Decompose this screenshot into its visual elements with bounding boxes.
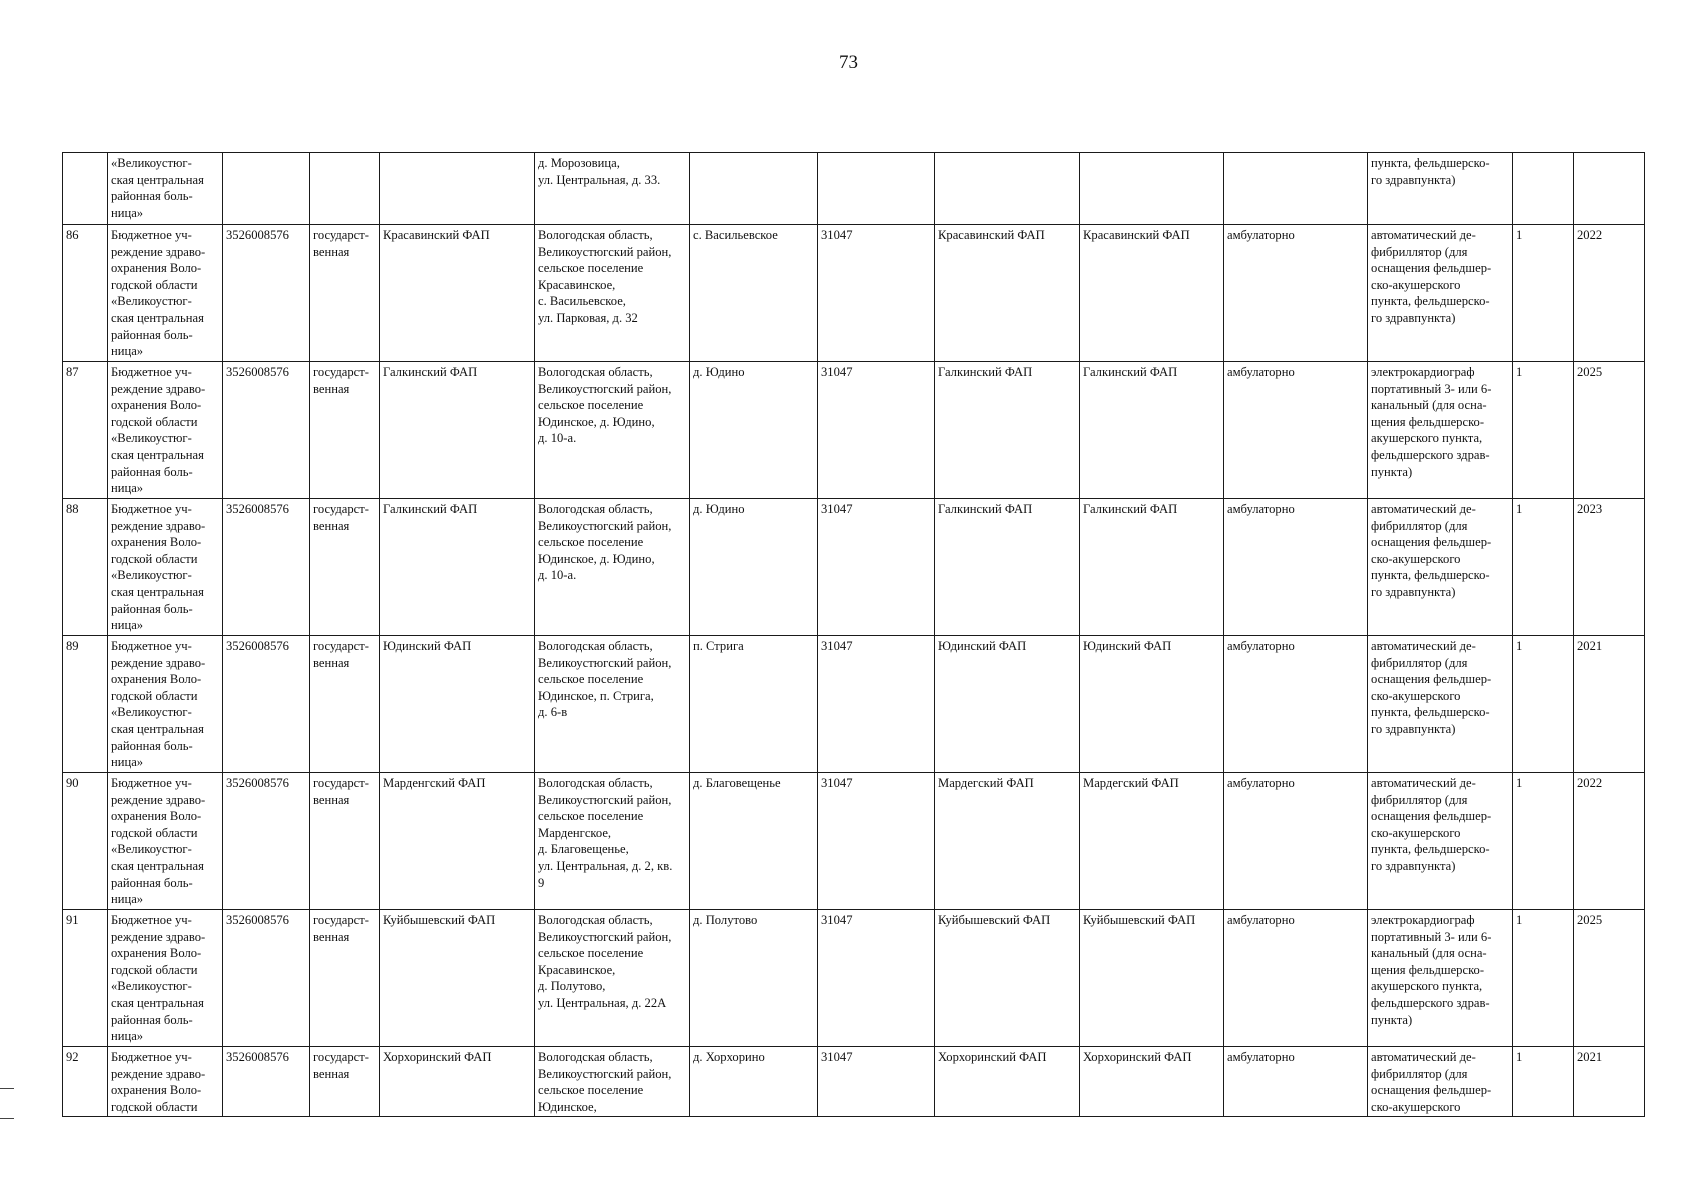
cell-equipment: автоматический де- фибриллятор (для оснащения фельдшер- ско-акушерского пункта, фельдшерско- го здравпункта) — [1368, 499, 1513, 636]
cell-mode: амбулаторно — [1224, 362, 1368, 499]
cell-equipment: электрокардиограф портативный 3- или 6- канальный (для осна- щения фельдшерско- акушерского пункта, фельдшерского здрав- пункта) — [1368, 910, 1513, 1047]
cell-mode: амбулаторно — [1224, 1047, 1368, 1117]
cell-num: 91 — [63, 910, 108, 1047]
cell-locality — [690, 153, 818, 225]
table-row-continuation — [63, 153, 1645, 225]
cell-org: Бюджетное уч- реждение здраво- охранения Воло- годской области «Великоустюг- ская центральная районная боль- ница» — [108, 362, 223, 499]
cell-locality: с. Васильевское — [690, 225, 818, 362]
cell-name1: Хорхоринский ФАП — [935, 1047, 1080, 1117]
cell-num: 88 — [63, 499, 108, 636]
cell-year: 2025 — [1574, 362, 1645, 499]
page-number: 73 — [839, 52, 858, 73]
table-row — [63, 499, 1645, 636]
scan-edge-mark — [0, 1118, 14, 1119]
cell-qty: 1 — [1513, 636, 1574, 773]
cell-locality: д. Юдино — [690, 362, 818, 499]
cell-code: 31047 — [818, 362, 935, 499]
cell-mode: амбулаторно — [1224, 773, 1368, 910]
table-row — [63, 225, 1645, 362]
cell-locality: п. Стрига — [690, 636, 818, 773]
cell-org: Бюджетное уч- реждение здраво- охранения Воло- годской области «Великоустюг- ская центральная районная боль- ница» — [108, 225, 223, 362]
cell-name1: Мардегский ФАП — [935, 773, 1080, 910]
cell-fap: Куйбышевский ФАП — [380, 910, 535, 1047]
cell-ownership: государст- венная — [310, 225, 380, 362]
cell-equipment: автоматический де- фибриллятор (для оснащения фельдшер- ско-акушерского пункта, фельдшерско- го здравпункта) — [1368, 773, 1513, 910]
table-row — [63, 910, 1645, 1047]
cell-fap — [380, 153, 535, 225]
table-row — [63, 1047, 1645, 1117]
cell-qty — [1513, 153, 1574, 225]
cell-equipment: автоматический де- фибриллятор (для оснащения фельдшер- ско-акушерского пункта, фельдшерско- го здравпункта) — [1368, 225, 1513, 362]
cell-address: д. Морозовица, ул. Центральная, д. 33. — [535, 153, 690, 225]
cell-org: Бюджетное уч- реждение здраво- охранения Воло- годской области «Великоустюг- ская центральная районная боль- ница» — [108, 499, 223, 636]
cell-ownership — [310, 153, 380, 225]
cell-ownership: государст- венная — [310, 636, 380, 773]
cell-address: Вологодская область, Великоустюгский район, сельское поселение Юдинское, — [535, 1047, 690, 1117]
cell-name2: Галкинский ФАП — [1080, 499, 1224, 636]
cell-year: 2021 — [1574, 1047, 1645, 1117]
cell-locality: д. Полутово — [690, 910, 818, 1047]
cell-num: 89 — [63, 636, 108, 773]
cell-locality: д. Юдино — [690, 499, 818, 636]
cell-inn: 3526008576 — [223, 910, 310, 1047]
cell-num: 87 — [63, 362, 108, 499]
table-row — [63, 636, 1645, 773]
cell-code: 31047 — [818, 636, 935, 773]
cell-address: Вологодская область, Великоустюгский район, сельское поселение Юдинское, д. Юдино, д. 10-а. — [535, 362, 690, 499]
cell-code: 31047 — [818, 773, 935, 910]
cell-qty: 1 — [1513, 1047, 1574, 1117]
cell-mode — [1224, 153, 1368, 225]
cell-year: 2025 — [1574, 910, 1645, 1047]
cell-address: Вологодская область, Великоустюгский район, сельское поселение Красавинское, с. Васильевское, ул. Парковая, д. 32 — [535, 225, 690, 362]
cell-ownership: государст- венная — [310, 773, 380, 910]
cell-equipment: электрокардиограф портативный 3- или 6- канальный (для осна- щения фельдшерско- акушерского пункта, фельдшерского здрав- пункта) — [1368, 362, 1513, 499]
cell-year: 2022 — [1574, 773, 1645, 910]
cell-year: 2023 — [1574, 499, 1645, 636]
document-table — [62, 152, 1644, 1117]
cell-code: 31047 — [818, 910, 935, 1047]
cell-name1 — [935, 153, 1080, 225]
cell-qty: 1 — [1513, 225, 1574, 362]
cell-org: Бюджетное уч- реждение здраво- охранения Воло- годской области «Великоустюг- ская центральная районная боль- ница» — [108, 910, 223, 1047]
cell-fap: Галкинский ФАП — [380, 499, 535, 636]
cell-num: 92 — [63, 1047, 108, 1117]
scan-edge-mark — [0, 1088, 14, 1089]
cell-address: Вологодская область, Великоустюгский район, сельское поселение Красавинское, д. Полутово, ул. Центральная, д. 22А — [535, 910, 690, 1047]
cell-inn: 3526008576 — [223, 636, 310, 773]
cell-year — [1574, 153, 1645, 225]
cell-org: Бюджетное уч- реждение здраво- охранения Воло- годской области «Великоустюг- ская центральная районная боль- ница» — [108, 636, 223, 773]
cell-ownership: государст- венная — [310, 910, 380, 1047]
cell-ownership: государст- венная — [310, 499, 380, 636]
cell-fap: Галкинский ФАП — [380, 362, 535, 499]
cell-ownership: государст- венная — [310, 1047, 380, 1117]
cell-equipment: автоматический де- фибриллятор (для оснащения фельдшер- ско-акушерского — [1368, 1047, 1513, 1117]
cell-org: Бюджетное уч- реждение здраво- охранения Воло- годской области «Великоустюг- ская центральная районная боль- ница» — [108, 773, 223, 910]
cell-fap: Юдинский ФАП — [380, 636, 535, 773]
cell-code: 31047 — [818, 1047, 935, 1117]
cell-org: «Великоустюг- ская центральная районная боль- ница» — [108, 153, 223, 225]
cell-code — [818, 153, 935, 225]
cell-name2: Красавинский ФАП — [1080, 225, 1224, 362]
cell-locality: д. Благовещенье — [690, 773, 818, 910]
cell-mode: амбулаторно — [1224, 225, 1368, 362]
cell-qty: 1 — [1513, 499, 1574, 636]
cell-name1: Юдинский ФАП — [935, 636, 1080, 773]
cell-address: Вологодская область, Великоустюгский район, сельское поселение Юдинское, п. Стрига, д. 6-в — [535, 636, 690, 773]
cell-name2: Галкинский ФАП — [1080, 362, 1224, 499]
cell-num: 90 — [63, 773, 108, 910]
cell-inn: 3526008576 — [223, 225, 310, 362]
table-row — [63, 773, 1645, 910]
cell-address: Вологодская область, Великоустюгский район, сельское поселение Марденгское, д. Благовещенье, ул. Центральная, д. 2, кв. 9 — [535, 773, 690, 910]
cell-ownership: государст- венная — [310, 362, 380, 499]
cell-qty: 1 — [1513, 910, 1574, 1047]
cell-num: 86 — [63, 225, 108, 362]
cell-name2: Юдинский ФАП — [1080, 636, 1224, 773]
cell-mode: амбулаторно — [1224, 910, 1368, 1047]
table-row — [63, 362, 1645, 499]
cell-name2 — [1080, 153, 1224, 225]
cell-name1: Красавинский ФАП — [935, 225, 1080, 362]
cell-year: 2022 — [1574, 225, 1645, 362]
cell-mode: амбулаторно — [1224, 636, 1368, 773]
cell-qty: 1 — [1513, 362, 1574, 499]
cell-inn: 3526008576 — [223, 1047, 310, 1117]
cell-inn — [223, 153, 310, 225]
cell-name2: Мардегский ФАП — [1080, 773, 1224, 910]
cell-name1: Галкинский ФАП — [935, 499, 1080, 636]
cell-inn: 3526008576 — [223, 773, 310, 910]
cell-code: 31047 — [818, 225, 935, 362]
cell-inn: 3526008576 — [223, 499, 310, 636]
cell-num — [63, 153, 108, 225]
cell-org: Бюджетное уч- реждение здраво- охранения Воло- годской области — [108, 1047, 223, 1117]
cell-year: 2021 — [1574, 636, 1645, 773]
cell-fap: Марденгский ФАП — [380, 773, 535, 910]
cell-name1: Галкинский ФАП — [935, 362, 1080, 499]
cell-address: Вологодская область, Великоустюгский район, сельское поселение Юдинское, д. Юдино, д. 10-а. — [535, 499, 690, 636]
cell-name2: Куйбышевский ФАП — [1080, 910, 1224, 1047]
cell-code: 31047 — [818, 499, 935, 636]
equipment-table — [62, 152, 1645, 1117]
cell-mode: амбулаторно — [1224, 499, 1368, 636]
cell-qty: 1 — [1513, 773, 1574, 910]
cell-locality: д. Хорхорино — [690, 1047, 818, 1117]
cell-fap: Красавинский ФАП — [380, 225, 535, 362]
cell-equipment: автоматический де- фибриллятор (для оснащения фельдшер- ско-акушерского пункта, фельдшерско- го здравпункта) — [1368, 636, 1513, 773]
cell-name1: Куйбышевский ФАП — [935, 910, 1080, 1047]
cell-equipment: пункта, фельдшерско- го здравпункта) — [1368, 153, 1513, 225]
cell-fap: Хорхоринский ФАП — [380, 1047, 535, 1117]
cell-name2: Хорхоринский ФАП — [1080, 1047, 1224, 1117]
cell-inn: 3526008576 — [223, 362, 310, 499]
